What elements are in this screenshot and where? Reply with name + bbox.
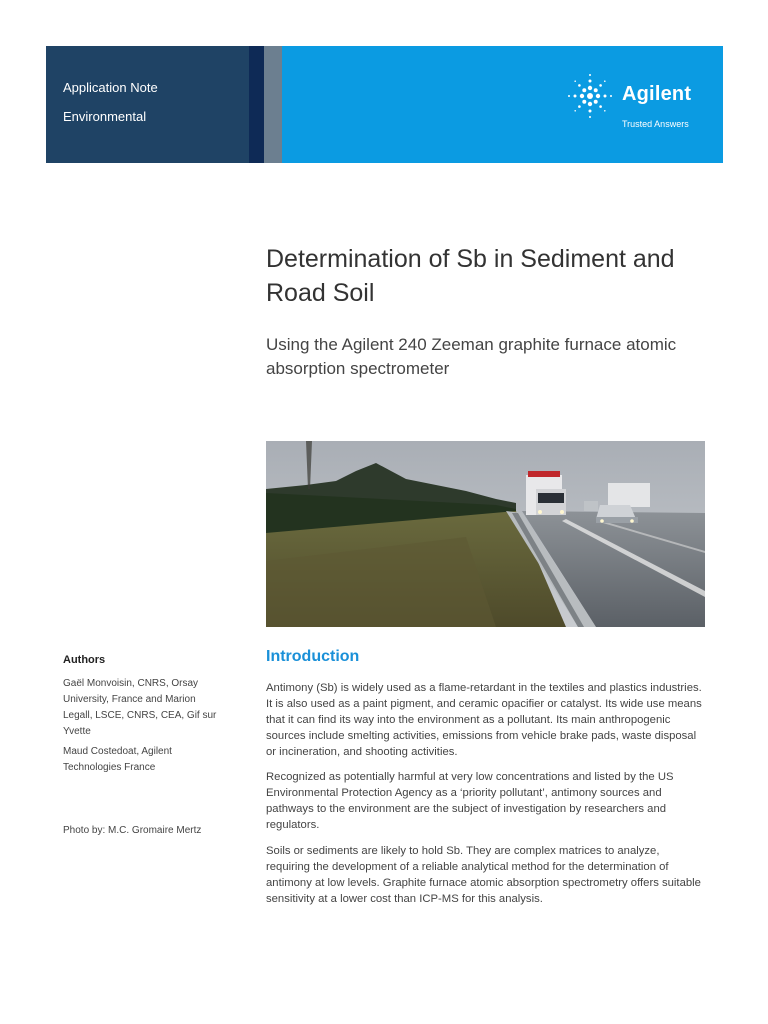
header-stripe-grey	[264, 46, 282, 163]
author-block: Gaël Monvoisin, CNRS, Orsay University, France and Marion Legall, LSCE, CNRS, CEA, Gif sur Yvette	[63, 678, 217, 737]
agilent-spark-logo-icon	[565, 71, 615, 121]
intro-paragraph: Recognized as potentially harmful at very low concentrations and listed by the US Environmental Protection Agency as a ‘priority pollutant’, antimony sources and pathways to the environment are the subject of investigation by researchers and regulators.	[266, 771, 674, 831]
header-stripe-dark	[249, 46, 264, 163]
intro-paragraph: Antimony (Sb) is widely used as a flame-retardant in the textiles and plastics industries. It is also used as a paint pigment, and ceramic opacifier or catalyst. Its wide use means that it can find its way into the environment as a pollutant. Its main anthropogenic sources include smelting activities, emissions from vehicle brake pads, waste disposal or incineration, and shooting activities.	[266, 682, 702, 758]
page-title: Determination of Sb in Sediment and Road Soil	[266, 245, 675, 307]
roadside-photo	[266, 441, 705, 627]
photo-credit: Photo by: M.C. Gromaire Mertz	[63, 825, 202, 836]
brand-tagline: Trusted Answers	[622, 119, 689, 129]
authors-heading: Authors	[63, 654, 106, 666]
page-subtitle: Using the Agilent 240 Zeeman graphite furnace atomic absorption spectrometer	[266, 335, 677, 378]
brand-name: Agilent	[622, 83, 692, 105]
author-block: Maud Costedoat, Agilent Technologies France	[63, 746, 172, 773]
header-left-panel	[46, 46, 249, 163]
intro-paragraph: Soils or sediments are likely to hold Sb. They are complex matrices to analyze, requiring the development of a reliable analytical method for the determination of antimony at low levels. Graphite furnace atomic absorption spectrometry offers suitable sensitivity at a lower cost than ICP-MS for this analysis.	[266, 845, 701, 905]
doc-type-label: Application Note	[63, 80, 158, 95]
doc-field-label: Environmental	[63, 109, 147, 124]
section-heading-introduction: Introduction	[266, 648, 360, 665]
